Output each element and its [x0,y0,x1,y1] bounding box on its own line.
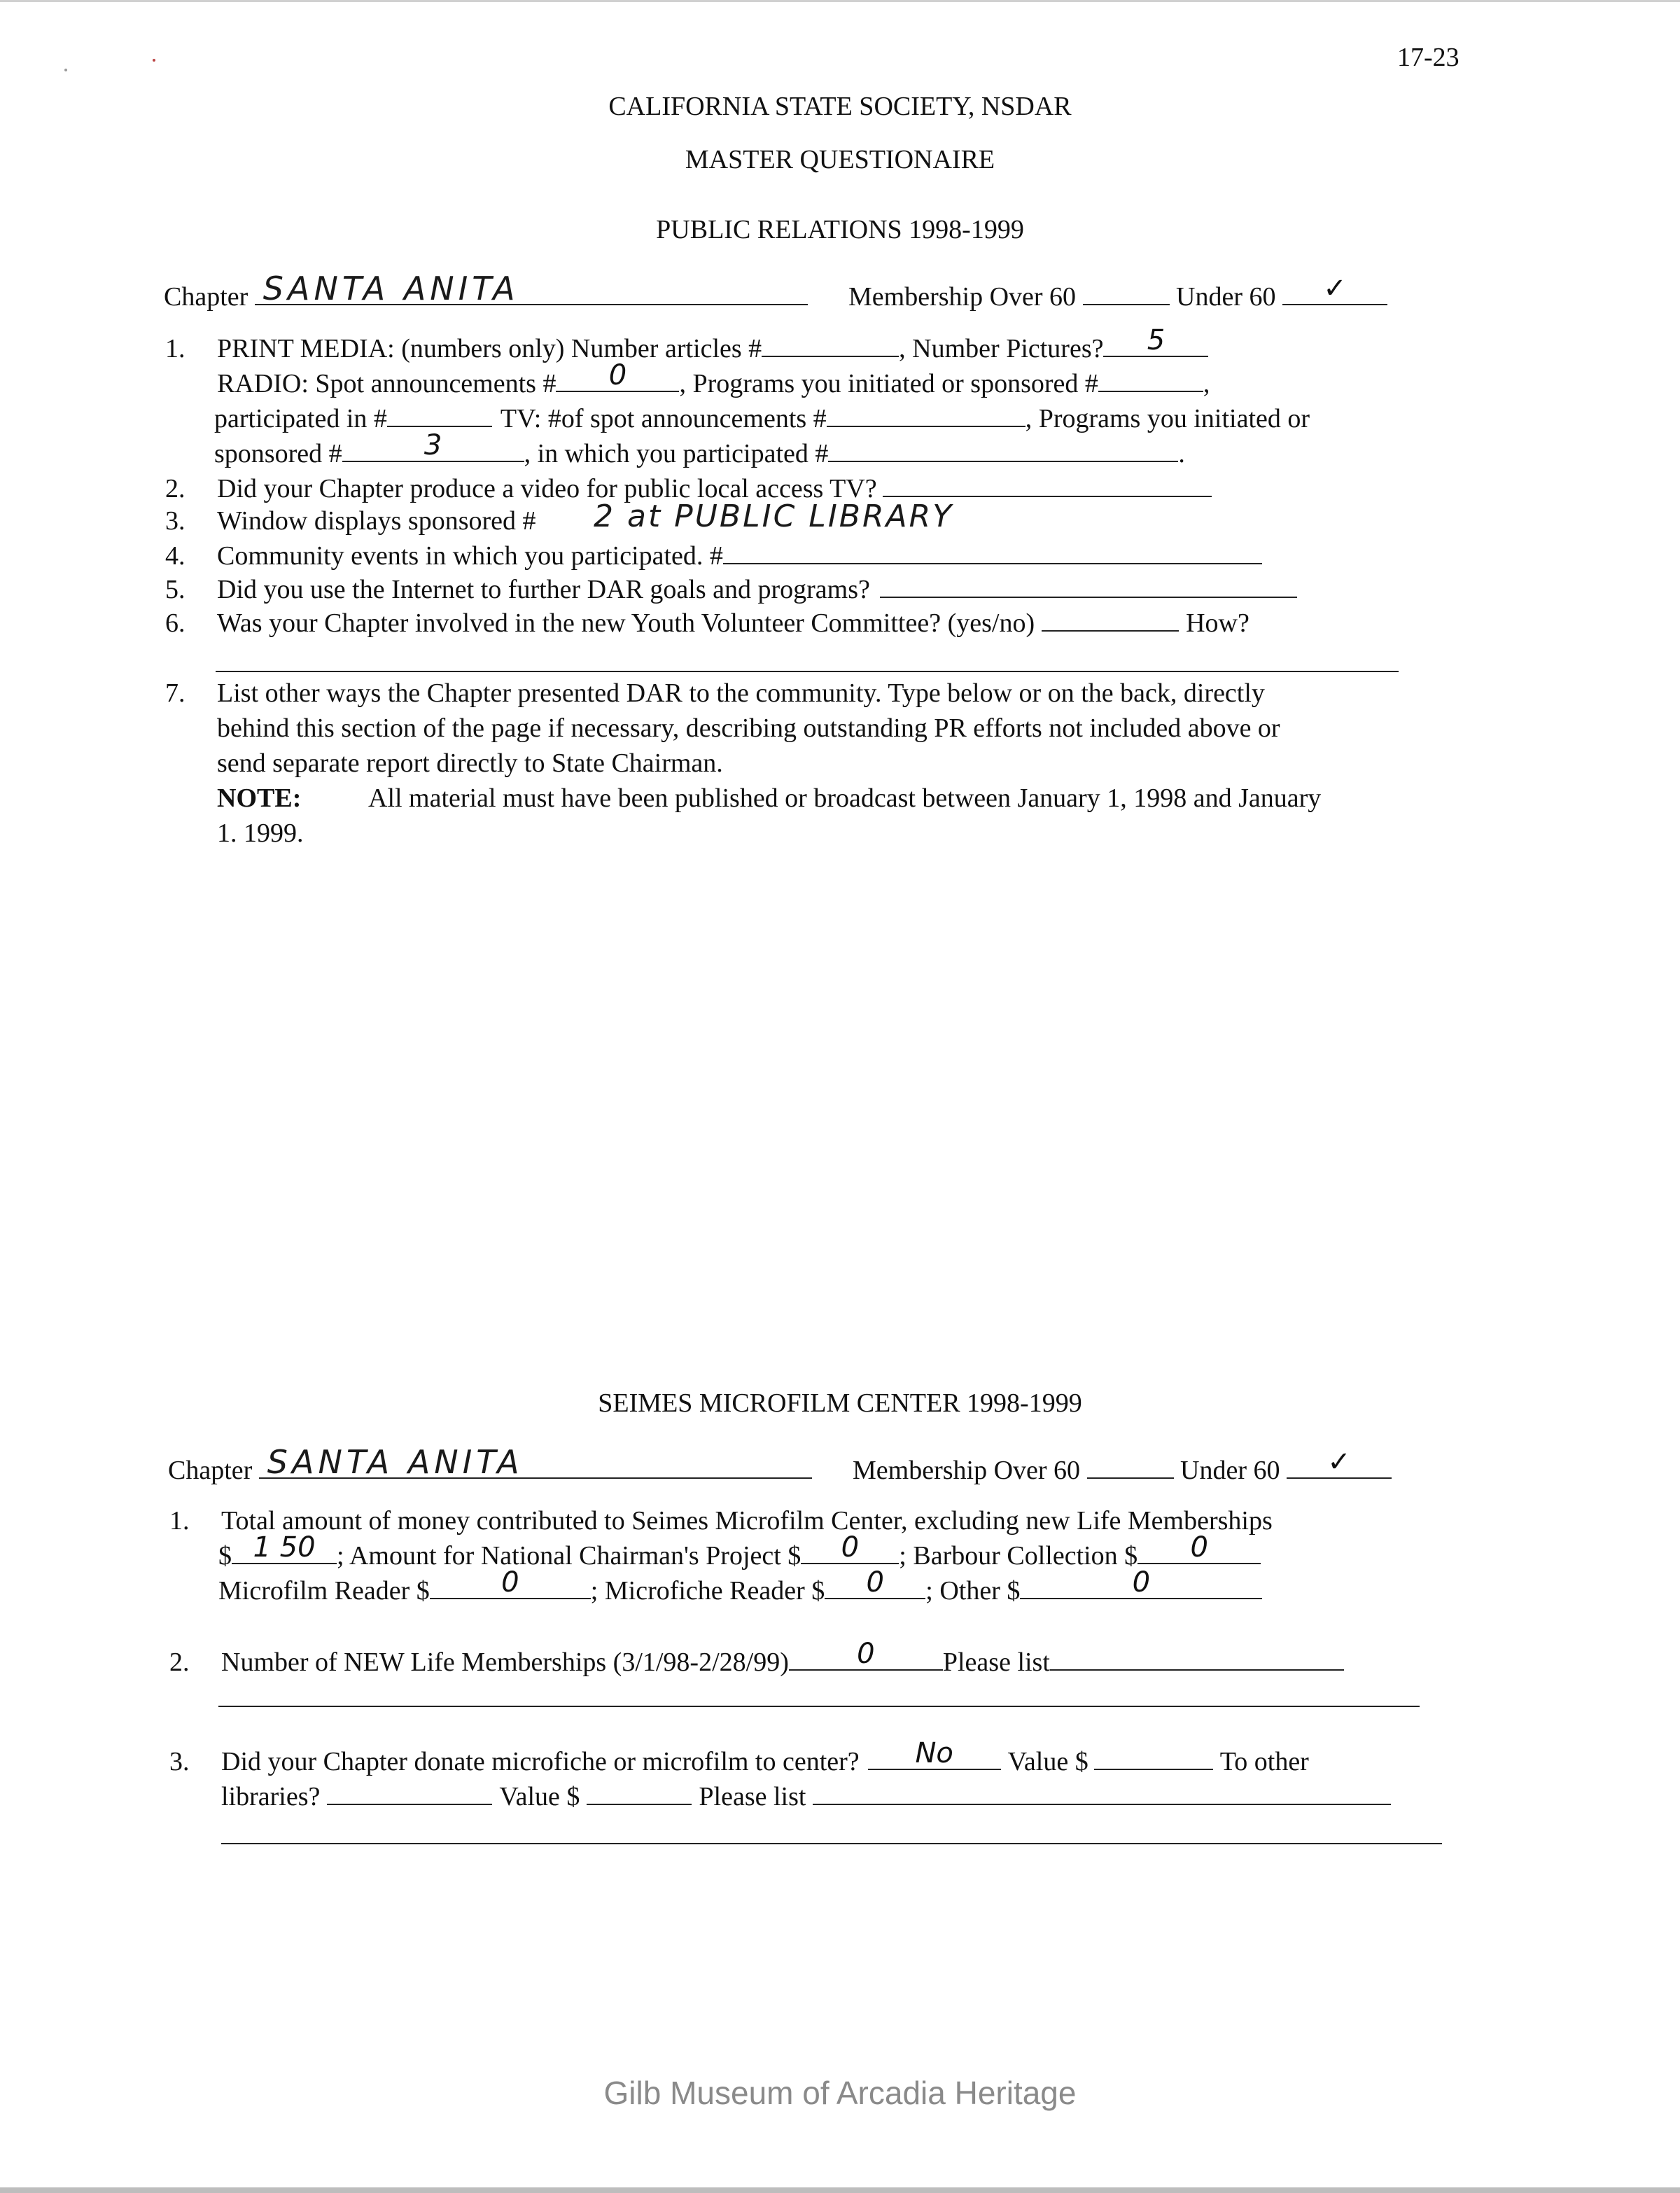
pr-q1-line3 [214,402,1310,434]
seimes-q3-list-field[interactable] [813,1780,1391,1805]
seimes-total-field[interactable] [232,1531,337,1564]
pr-radio-label: RADIO: Spot announcements # [217,369,556,398]
seimes-under-field[interactable] [1287,1446,1392,1479]
seimes-chapter-value: SANTA ANITA [267,1443,524,1481]
seimes-q2-list-label: Please list [942,1648,1050,1677]
check-mark-icon: ✓ [1327,1446,1351,1478]
seimes-reader-value: 0 [501,1566,519,1599]
pr-q7-number: 7. [165,678,186,708]
pr-tv-participated-field[interactable] [828,437,1178,462]
seimes-q3-list-label: Please list [699,1782,806,1811]
scan-edge-bottom [0,2187,1680,2193]
seimes-section-title: SEIMES MICROFILM CENTER 1998-1999 [598,1388,1082,1418]
pr-q3-number: 3. [165,506,186,536]
pr-section-title: PUBLIC RELATIONS 1998-1999 [656,215,1024,244]
pr-articles-field[interactable] [762,332,899,357]
seimes-other-label: ; Other $ [925,1576,1021,1606]
seimes-chairman-field[interactable] [801,1531,899,1564]
pr-tv-spot-label: TV: #of spot announcements # [500,404,827,433]
seimes-q3-value2-label: Value $ [499,1782,580,1811]
pr-tv-spot-field[interactable] [827,402,1026,427]
pr-q6-yesno-field[interactable] [1042,606,1179,632]
pr-membership-over-field[interactable] [1083,280,1170,305]
seimes-q3-value2-field[interactable] [587,1780,692,1805]
pr-q1-pictures-label: , Number Pictures? [899,334,1104,363]
pr-note-text: All material must have been published or broadcast between January 1, 1998 and January [368,784,1322,813]
seimes-chapter-row [168,1443,812,1486]
seimes-chapter-label: Chapter [168,1456,253,1485]
scan-edge-top [0,0,1680,2]
seimes-q3-value-label: Value $ [1007,1747,1088,1776]
pr-q5-text: Did you use the Internet to further DAR goals and programs? [217,575,870,604]
pr-radio-spot-value: 0 [608,359,627,391]
museum-watermark: Gilb Museum of Arcadia Heritage [603,2075,1077,2111]
pr-tv-programs-label: , Programs you initiated or [1025,404,1310,433]
pr-membership-row [848,272,1387,312]
seimes-under-label: Under 60 [1180,1456,1280,1485]
pr-participated-label: participated in # [214,404,387,433]
pr-q6 [165,606,1250,639]
seimes-q2-list-line[interactable] [218,1706,1420,1707]
check-mark-icon: ✓ [1323,272,1347,305]
pr-chapter-label: Chapter [164,282,248,312]
seimes-chairman-label: ; Amount for National Chairman's Project $ [337,1541,802,1571]
seimes-q2-number: 2. [169,1648,190,1677]
pr-sponsored-label: sponsored # [214,439,342,468]
seimes-q1-line1 [169,1505,1273,1536]
seimes-q3-list-line[interactable] [221,1843,1442,1844]
seimes-other-field[interactable] [1020,1566,1262,1599]
scan-speck [64,69,67,71]
seimes-q2-text: Number of NEW Life Memberships (3/1/98-2/28/99) [221,1648,789,1677]
seimes-q2-list-field[interactable] [1050,1645,1344,1671]
pr-pictures-value: 5 [1147,324,1166,356]
seimes-q2-field[interactable] [789,1638,943,1671]
pr-under-field[interactable] [1282,272,1387,305]
seimes-reader-label: Microfilm Reader $ [218,1576,430,1606]
seimes-q2-value: 0 [857,1638,875,1670]
pr-chapter-row [164,270,808,312]
pr-note-label: NOTE: [217,784,302,813]
pr-period: . [1178,439,1185,468]
pr-q2-number: 2. [165,474,186,503]
pr-membership-over-label: Membership Over 60 [848,282,1077,312]
seimes-q3-value: No [915,1737,953,1769]
pr-q3-value: 2 at PUBLIC LIBRARY [594,499,954,534]
pr-radio-programs-label: , Programs you initiated or sponsored # [679,369,1098,398]
seimes-fiche-value: 0 [866,1566,884,1599]
pr-q6-how-line[interactable] [216,671,1399,672]
page-number: 17-23 [1397,43,1460,72]
seimes-q2 [169,1638,1344,1678]
pr-q7-line1 [165,678,1265,709]
pr-q2-field[interactable] [883,472,1212,497]
org-title: CALIFORNIA STATE SOCIETY, NSDAR [608,92,1072,121]
seimes-fiche-field[interactable] [825,1566,925,1599]
seimes-q3-text: Did your Chapter donate microfiche or microfilm to center? [221,1747,860,1776]
pr-q6-number: 6. [165,608,186,638]
pr-q5 [165,573,1297,605]
pr-note-text-2: 1. 1999. [217,819,304,848]
seimes-fiche-label: ; Microfiche Reader $ [590,1576,825,1606]
seimes-q3-line2 [221,1780,1391,1812]
pr-chapter-value: SANTA ANITA [262,270,519,307]
pr-radio-programs-field[interactable] [1098,367,1203,392]
pr-note [217,783,1321,814]
pr-q4-number: 4. [165,541,186,571]
seimes-q1-number: 1. [169,1506,190,1536]
pr-q5-field[interactable] [880,573,1297,598]
seimes-q3-libraries-label: libraries? [221,1782,321,1811]
pr-q2-text: Did your Chapter produce a video for public local access TV? [217,474,877,503]
pr-q1-line1 [165,324,1208,364]
pr-under-label: Under 60 [1176,282,1276,312]
pr-q1-print-media: PRINT MEDIA: (numbers only) Number articles # [217,334,762,363]
seimes-barbour-value: 0 [1190,1531,1208,1564]
seimes-q3-libraries-field[interactable] [327,1780,492,1805]
pr-participated-field[interactable] [387,402,492,427]
seimes-membership-over-field[interactable] [1087,1454,1174,1479]
seimes-q3-line1 [169,1737,1309,1777]
seimes-q3-value-field[interactable] [1094,1745,1213,1770]
pr-tv-sponsored-field[interactable] [342,429,524,462]
pr-tv-sponsored-value: 3 [424,429,442,461]
pr-q3-text: Window displays sponsored # [217,506,536,536]
seimes-total-value: 1 50 [253,1531,316,1564]
seimes-other-value: 0 [1132,1566,1151,1599]
pr-q1-line2 [217,359,1210,399]
seimes-q1-text: Total amount of money contributed to Seimes Microfilm Center, excluding new Life Memberships [221,1506,1273,1536]
seimes-q3-number: 3. [169,1747,190,1776]
pr-q4-field[interactable] [723,539,1262,564]
seimes-chairman-value: 0 [841,1531,860,1564]
pr-comma: , [1203,369,1210,398]
pr-q1-line4 [214,429,1185,469]
seimes-membership-over-label: Membership Over 60 [853,1456,1081,1485]
pr-which-participated-label: , in which you participated # [524,439,829,468]
seimes-q3-other-label: To other [1219,1747,1309,1776]
pr-chapter-field[interactable] [255,270,808,307]
doc-title: MASTER QUESTIONAIRE [685,145,995,174]
pr-pictures-field[interactable] [1103,324,1208,357]
pr-q5-number: 5. [165,575,186,604]
pr-q7-text-1: List other ways the Chapter presented DAR to the community. Type below or on the back, directly [217,678,1265,708]
pr-q1-number: 1. [165,334,186,363]
pr-radio-spot-field[interactable] [556,359,679,392]
seimes-barbour-label: ; Barbour Collection $ [899,1541,1138,1571]
seimes-q1-line2: $ 1 50 ; Amount for National Chairman's Project $ 0 ; Barbour Collection $ 0 [218,1539,1261,1571]
seimes-q1-line3 [218,1566,1262,1606]
pr-q7-text-3: send separate report directly to State Chairman. [217,749,723,778]
pr-q3 [165,499,954,536]
seimes-q3-field[interactable] [868,1737,1001,1770]
seimes-membership-row [853,1446,1392,1486]
pr-q4-text: Community events in which you participated. # [217,541,723,571]
pr-q4 [165,539,1262,571]
seimes-chapter-field[interactable] [259,1443,812,1481]
pr-q6-text: Was your Chapter involved in the new Youth Volunteer Committee? (yes/no) [217,608,1035,638]
seimes-reader-field[interactable] [430,1566,591,1599]
seimes-barbour-field[interactable] [1138,1531,1261,1564]
pr-q7-text-2: behind this section of the page if necessary, describing outstanding PR efforts not included above or [217,713,1280,743]
pr-q6-how-label: How? [1186,608,1250,638]
scan-speck [153,59,155,62]
